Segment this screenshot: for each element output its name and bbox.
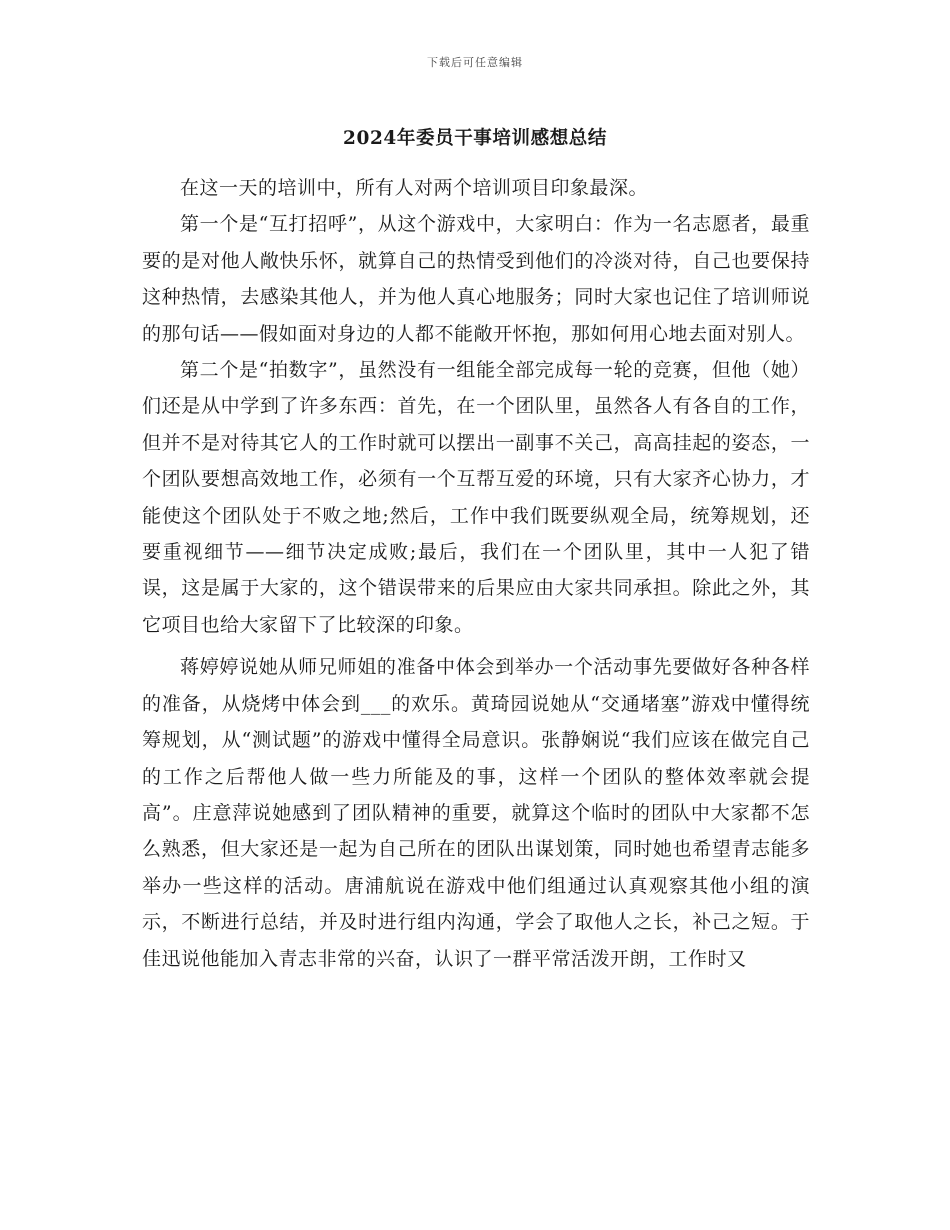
paragraph-member-reflections: 蒋婷婷说她从师兄师姐的准备中体会到举办一个活动事先要做好各种各样的准备，从烧烤中体会到___的欢乐。黄琦园说她从“交通堵塞”游戏中懂得统筹规划，从“测试题”的游戏中懂得全局意识。张静娴说“我们应该在做完自己的工作之后帮他人做一些力所能及的事，这样一个团队的整体效率就会提高”。庄意萍说她感到了团队精神的重要，就算这个临时的团队中大家都不怎么熟悉，但大家还是一起为自己所在的团队出谋划策，同时她也希望青志能多举办一些这样的活动。唐浦航说在游戏中他们组通过认真观察其他小组的演示，不断进行总结，并及时进行组内沟通，学会了取他人之长，补己之短。于佳迅说他能加入青志非常的兴奋，认识了一群平常活泼开朗，工作时又 xyxy=(142,656,810,970)
paragraph-intro: 在这一天的培训中，所有人对两个培训项目印象最深。 xyxy=(180,177,649,199)
paragraph-greeting-game: 第一个是“互打招呼”，从这个游戏中，大家明白：作为一名志愿者，最重要的是对他人敞快乐怀，就算自己的热情受到他们的冷淡对待，自己也要保持这种热情，去感染其他人，并为他人真心地服务；同时大家也记住了培训师说的那句话——假如面对身边的人都不能敞开怀抱，那如何用心地去面对别人。 xyxy=(142,213,810,345)
paragraph-number-game: 第二个是“拍数字”，虽然没有一组能全部完成每一轮的竞赛，但他（她）们还是从中学到了许多东西：首先，在一个团队里，虽然各人有各自的工作，但并不是对待其它人的工作时就可以摆出一副事不关己，高高挂起的姿态，一个团队要想高效地工作，必须有一个互帮互爱的环境，只有大家齐心协力，才能使这个团队处于不败之地;然后，工作中我们既要纵观全局，统筹规划，还要重视细节——细节决定成败;最后，我们在一个团队里，其中一人犯了错误，这是属于大家的，这个错误带来的后果应由大家共同承担。除此之外，其它项目也给大家留下了比较深的印象。 xyxy=(142,359,810,636)
document-title: 2024年委员干事培训感想总结 xyxy=(343,128,607,149)
document-body xyxy=(142,170,810,977)
page-header-note: 下载后可任意编辑 xyxy=(427,56,523,69)
